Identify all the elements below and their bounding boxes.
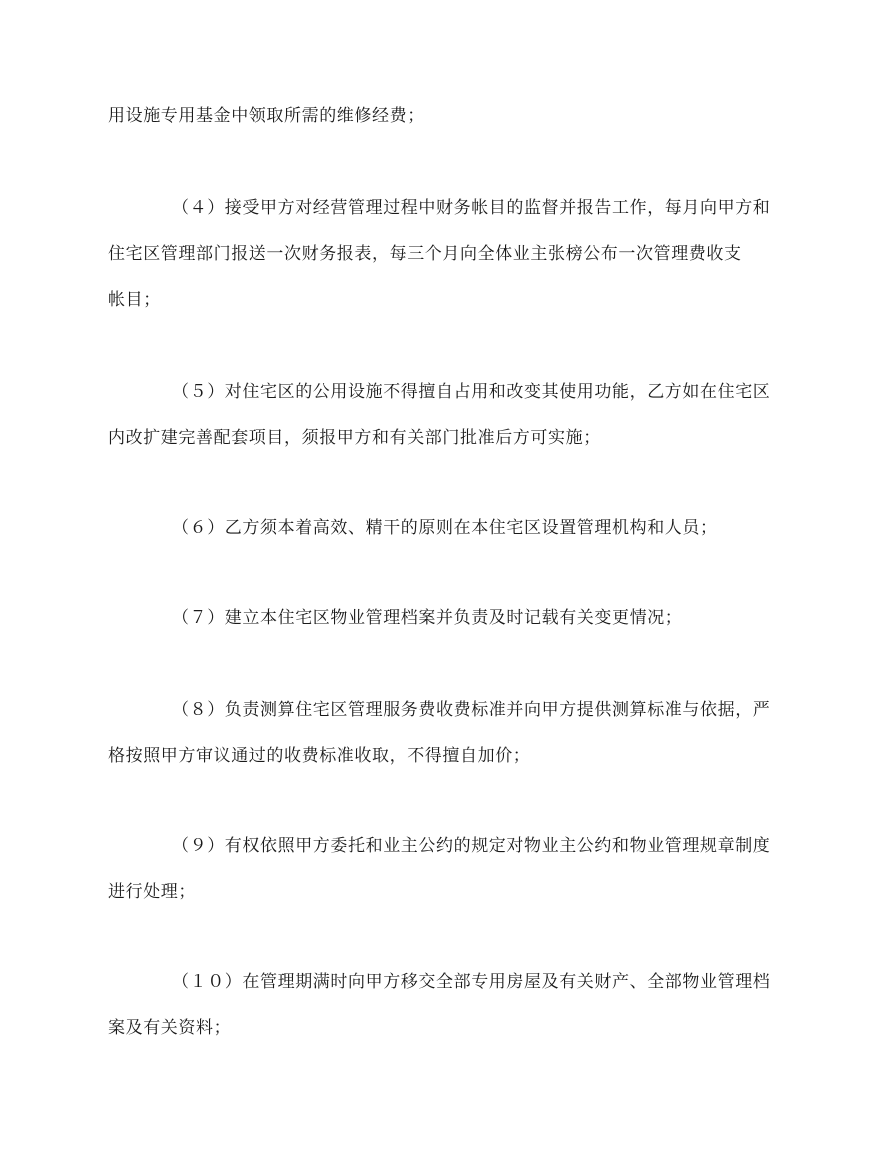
paragraph-line: （９）有权依照甲方委托和业主公约的规定对物业主公约和物业管理规章制度 — [172, 836, 771, 856]
paragraph-line: （１０）在管理期满时向甲方移交全部专用房屋及有关财产、全部物业管理档 — [172, 972, 771, 992]
paragraph-line: （５）对住宅区的公用设施不得擅自占用和改变其使用功能，乙方如在住宅区 — [172, 382, 771, 402]
paragraph-line: （７）建立本住宅区物业管理档案并负责及时记载有关变更情况； — [172, 608, 683, 628]
paragraph-line: 案及有关资料； — [108, 1018, 232, 1038]
paragraph-line: 住宅区管理部门报送一次财务报表，每三个月向全体业主张榜公布一次管理费收支 — [108, 244, 742, 264]
paragraph-line: 进行处理； — [108, 882, 196, 902]
paragraph-line: （８）负责测算住宅区管理服务费收费标准并向甲方提供测算标准与依据，严 — [172, 700, 771, 720]
paragraph-line: 内改扩建完善配套项目，须报甲方和有关部门批准后方可实施； — [108, 428, 601, 448]
paragraph-line: 格按照甲方审议通过的收费标准收取，不得擅自加价； — [108, 746, 531, 766]
paragraph-line: （４）接受甲方对经营管理过程中财务帐目的监督并报告工作，每月向甲方和 — [172, 198, 771, 218]
paragraph-line: （６）乙方须本着高效、精干的原则在本住宅区设置管理机构和人员； — [172, 518, 718, 538]
paragraph-line: 帐目； — [108, 290, 161, 310]
paragraph-line: 用设施专用基金中领取所需的维修经费； — [108, 106, 425, 126]
